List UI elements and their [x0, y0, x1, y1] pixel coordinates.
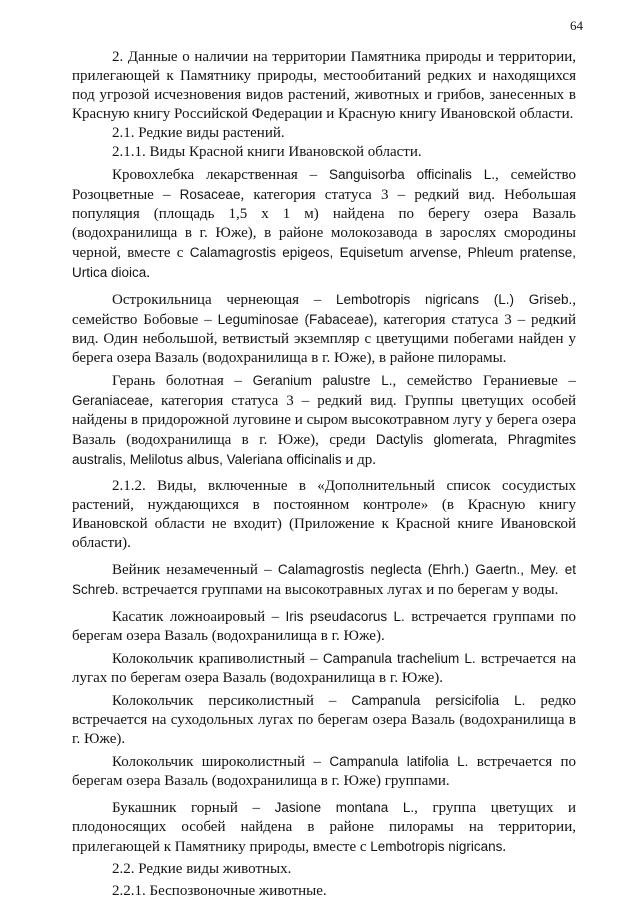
latin-name: Calamagrostis neglecta (Ehrh.) Gaertn., Mey. et Schreb.: [72, 562, 576, 597]
latin-name: Rosaceae: [179, 187, 241, 202]
text-segment: Колокольчик персиколистный –: [112, 693, 352, 709]
text-segment: , категория статуса 3 – редкий вид. Небольшая популяция (площадь 1,5 х 1 м) найдена по берегу озера Вазаль (водохранилища в г. Юже), в районе молокозавода в зарослях смородины черной, вместе с: [72, 187, 576, 261]
text-segment: 2.2.1. Беспозвоночные животные.: [112, 883, 327, 899]
text-segment: , семейство Бобовые –: [72, 292, 576, 328]
text-segment: Вейник незамеченный –: [112, 562, 278, 578]
latin-name: Jasione montana L.: [274, 800, 415, 815]
page-body: [72, 48, 576, 901]
text-segment: 2.1.2. Виды, включенные в «Дополнительный список сосудистых растений, нуждающихся в постоянном контроле» (в Красную книгу Ивановской области не входит) (Приложение к Красной книге Ивановской области).: [72, 478, 576, 551]
text-segment: встречается на лугах по берегам озера Вазаль (водохранилища в г. Юже).: [72, 651, 577, 686]
text-segment: Касатик ложноаировый –: [112, 609, 286, 625]
paragraph: [72, 691, 576, 749]
latin-name: Lembotropis nigricans: [370, 839, 503, 854]
latin-name: Geraniaceae: [72, 393, 150, 408]
text-segment: , категория статуса 3 – редкий вид. Группы цветущих особей найдены в придорожной луговине и сыром высокотравном лугу у берега озера Вазаль (водохранилища в г. Юже), среди: [72, 393, 576, 448]
text-segment: Колокольчик широколистный –: [112, 754, 330, 770]
paragraph: [72, 124, 576, 143]
paragraph: [72, 607, 576, 646]
latin-name: Geranium palustre L.: [252, 373, 393, 388]
latin-name: Lembotropis nigricans (L.) Griseb.: [335, 292, 573, 307]
text-segment: Букашник горный –: [112, 800, 275, 816]
paragraph: [72, 143, 576, 162]
text-segment: 2.1. Редкие виды растений.: [112, 125, 285, 141]
latin-name: Leguminosae (Fabaceae): [217, 312, 374, 327]
text-segment: , семейство Гераниевые –: [392, 373, 577, 389]
text-segment: .: [146, 265, 151, 281]
paragraph: [72, 371, 576, 470]
paragraph: [72, 649, 576, 688]
text-segment: Острокильница чернеющая –: [112, 292, 336, 308]
latin-name: Campanula latifolia L.: [329, 754, 469, 769]
page-number: 64: [570, 18, 583, 33]
text-segment: Колокольчик крапиволистный –: [112, 651, 323, 667]
text-segment: , группа цветущих и плодоносящих особей найдена в районе пилорамы на территории, прилегающей к Памятнику природы, вместе с: [72, 800, 576, 855]
paragraph: [72, 860, 576, 879]
latin-name: Calamagrostis epigeos, Equisetum arvense, Phleum pratense, Urtica dioica: [72, 245, 576, 280]
text-segment: 2. Данные о наличии на территории Памятника природы и территории, прилегающей к Памятнику природы, местообитаний редких и находящихся под угрозой исчезновения видов растений, животных и грибов, занесенных в Красную книгу Российской Федерации и Красную книгу Ивановской области.: [72, 49, 576, 122]
paragraph: [72, 798, 576, 857]
paragraph: [72, 290, 576, 368]
text-segment: встречается группами на высокотравных лугах и по берегам у воды.: [118, 582, 559, 598]
text-segment: Герань болотная –: [112, 373, 253, 389]
paragraph: [72, 882, 576, 901]
latin-name: Campanula persicifolia L.: [351, 693, 526, 708]
paragraph: [72, 477, 576, 553]
paragraph: [72, 165, 576, 283]
text-segment: 2.2. Редкие виды животных.: [112, 861, 292, 877]
latin-name: Iris pseudacorus L.: [285, 609, 405, 624]
text-segment: редко встречается на суходольных лугах по берегам озера Вазаль (водохранилища в г. Юже).: [72, 693, 576, 747]
latin-name: Dactylis glomerata, Phragmites australis, Melilotus albus, Valeriana officinalis: [72, 432, 576, 467]
text-segment: .: [502, 839, 507, 855]
paragraph: [72, 560, 576, 600]
text-segment: , категория статуса 3 – редкий вид. Один небольшой, ветвистый экземпляр с цветущими побегами найден у берега озера Вазаль (водохранилища в г. Юже), в районе пилорамы.: [72, 312, 576, 366]
latin-name: Campanula trachelium L.: [322, 651, 476, 666]
text-segment: Кровохлебка лекарственная –: [112, 167, 329, 183]
text-segment: , семейство Розоцветные –: [72, 167, 576, 203]
paragraph: [72, 48, 576, 124]
latin-name: Sanguisorba officinalis L.: [328, 167, 496, 182]
paragraph: [72, 752, 576, 791]
text-segment: и др.: [341, 452, 377, 468]
text-segment: встречается группами по берегам озера Вазаль (водохранилища в г. Юже).: [72, 609, 577, 644]
text-segment: встречается по берегам озера Вазаль (водохранилища в г. Юже) группами.: [72, 754, 576, 789]
text-segment: 2.1.1. Виды Красной книги Ивановской области.: [112, 144, 422, 160]
